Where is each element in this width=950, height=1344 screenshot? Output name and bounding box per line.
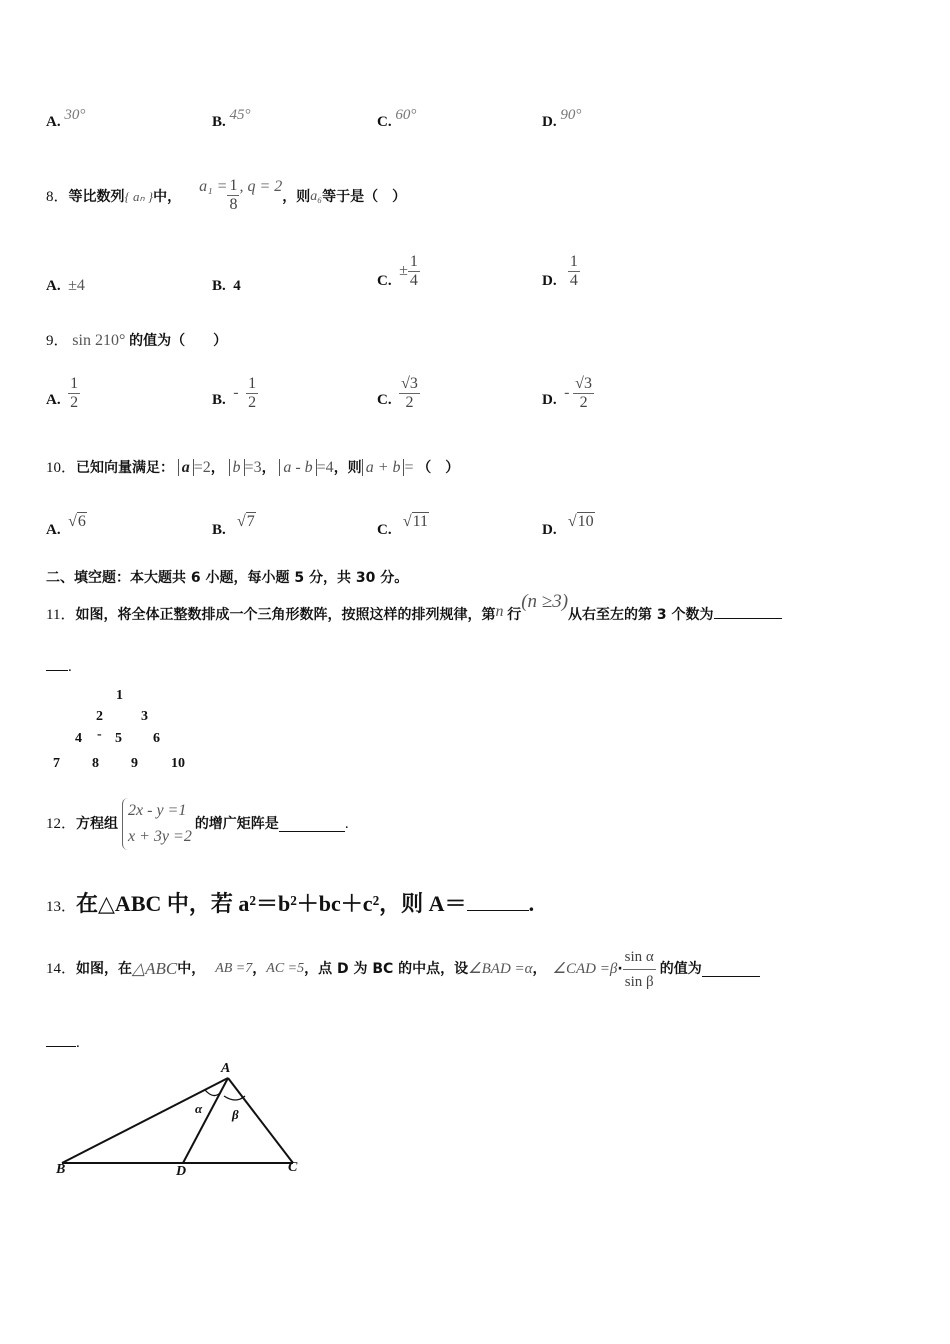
question-14: 14． 如图，在 △ABC 中， AB =7 ， AC =5 ，点 D 为 BC 的中点，设 ∠BAD =α ， ∠CAD =β · $\frac{\text{sin α}}{\text{sin β}}$ 的值为 — [46, 942, 760, 996]
answer-blank-cont[interactable] — [46, 1032, 76, 1047]
q14-continuation: . — [46, 1032, 80, 1053]
point-c-label: C — [288, 1160, 298, 1175]
q10-option-a: A. √6 — [46, 513, 86, 538]
beta-label: β — [232, 1107, 239, 1122]
q7-option-b: B. 45° — [212, 107, 251, 130]
q9-option-d: D. - $\frac{√3}{2}$ — [542, 374, 592, 411]
q7-option-a: A. 30° — [46, 107, 86, 130]
q9-option-a: A. $\frac{1}{2}$ — [46, 374, 79, 411]
answer-blank[interactable] — [467, 890, 529, 911]
exam-page: A. 30° B. 45° C. 60° D. 90° 8． 等比数列 { aₙ } 中， a₁ = $\frac{1}{8}$ , q = 2 ，则 a₆ 等于是（ ） A. ±4 B. 4 C. ± $\frac{1}{4}$ D. $\frac{1}{4}$ 9． sin 210° 的值为（ ） A. $\frac{1}{2}$ B. - $\frac{1}{2}$ C. $\frac{√3}{2}$ D. - $\frac{√3}{2}$ 10．已知向量满足： a =2， b =3， a - b =4，则 a + b = （ ） A. √6 B. √7 C. √11 D. √10 二、填空题：本大题共 6 小题，每小题 5 分，共 30 分。 11．如图，将全体正整数排成一个三角形数阵，按照这样的排列规律，第n 行(n ≥3)从右至左的第 3 个数为 . 1 2 3 4 - 5 6 7 8 9 10 12． 方程组 2x - y =1 x + 3y =2 的增广矩阵是 . 13．在△ABC 中，若 a²＝b²＋bc＋c²，则 A＝ . 14． 如图，在 △ABC 中， AB =7 ， AC =5 ，点 D 为 BC 的中点，设 ∠BAD =α ， ∠CAD =β · $\frac{\text{sin α}}{\text{sin β}}$ 的值为 . A B D C α β — [0, 0, 950, 1344]
q8-option-b: B. 4 — [212, 278, 241, 294]
q9-option-b: B. - $\frac{1}{2}$ — [212, 374, 257, 411]
equation-system: 2x - y =1 x + 3y =2 — [122, 798, 192, 850]
answer-blank[interactable] — [279, 817, 345, 832]
q8-option-a: A. ±4 — [46, 277, 85, 294]
section-heading: 二、填空题：本大题共 6 小题，每小题 5 分，共 30 分。 — [46, 570, 409, 586]
point-b-label: B — [56, 1162, 66, 1177]
question-9: 9． sin 210° 的值为（ ） — [46, 332, 228, 349]
q7-option-c: C. 60° — [377, 107, 417, 130]
answer-blank[interactable] — [702, 962, 760, 977]
answer-blank-cont[interactable] — [46, 656, 68, 671]
q11-continuation: . — [46, 656, 72, 677]
q8-option-c: C. ± $\frac{1}{4}$ — [377, 252, 418, 289]
question-11: 11．如图，将全体正整数排成一个三角形数阵，按照这样的排列规律，第n 行(n ≥3)从右至左的第 3 个数为 — [46, 604, 782, 625]
question-13: 13．在△ABC 中，若 a²＝b²＋bc＋c²，则 A＝ . — [46, 891, 535, 916]
answer-blank[interactable] — [714, 604, 782, 619]
question-10: 10．已知向量满足： a =2， b =3， a - b =4，则 a + b = （ ） — [46, 459, 460, 476]
q9-option-c: C. $\frac{√3}{2}$ — [377, 374, 418, 411]
triangle-figure — [0, 1050, 320, 1190]
question-8: 8． 等比数列 { aₙ } 中， a₁ = $\frac{1}{8}$ , q = 2 ，则 a₆ 等于是（ ） — [46, 176, 407, 213]
q10-option-d: D. √10 — [542, 513, 594, 538]
q10-option-b: B. √7 — [212, 513, 255, 538]
alpha-label: α — [195, 1101, 203, 1116]
question-12: 12． 方程组 2x - y =1 x + 3y =2 的增广矩阵是 . — [46, 796, 349, 852]
angle-alpha-arc — [205, 1090, 221, 1096]
q7-option-d: D. 90° — [542, 107, 582, 130]
side-ab — [62, 1078, 228, 1163]
point-d-label: D — [176, 1164, 187, 1179]
q10-option-c: C. √11 — [377, 513, 429, 538]
q8-option-d: D. $\frac{1}{4}$ — [542, 252, 578, 289]
point-a-label: A — [221, 1061, 231, 1076]
